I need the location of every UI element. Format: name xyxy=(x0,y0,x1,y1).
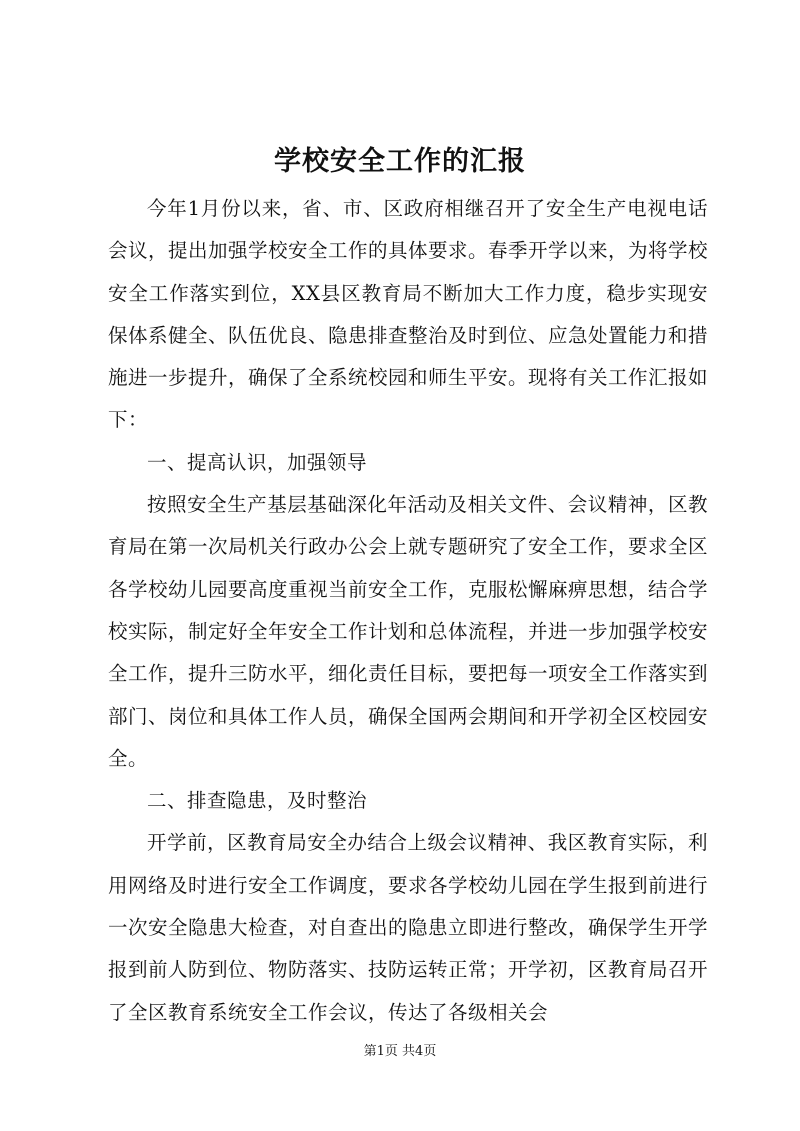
section-heading-1: 一、提高认识，加强领导 xyxy=(147,450,368,474)
paragraph-intro: 今年1月份以来，省、市、区政府相继召开了安全生产电视电话会议，提出加强学校安全工作的具体要求。春季开学以来，为将学校安全工作落实到位，XX县区教育局不断加大工作力度，稳步实现安保体系健全、队伍优良、隐患排查整治及时到位、应急处置能力和措施进一步提升，确保了全系统校园和师生平安。现将有关工作汇报如下： xyxy=(108,197,709,432)
document-title: 学校安全工作的汇报 xyxy=(274,146,526,177)
page-number-footer: 第1页 共4页 xyxy=(363,1044,437,1059)
paragraph-section-2: 开学前，区教育局安全办结合上级会议精神、我区教育实际，利用网络及时进行安全工作调度，要求各学校幼儿园在学生报到前进行一次安全隐患大检查，对自查出的隐患立即进行整改，确保学生开学报到前人防到位、物防落实、技防运转正常；开学初，区教育局召开了全区教育系统安全工作会议，传达了各级相关会 xyxy=(108,831,709,1024)
paragraph-section-1: 按照安全生产基层基础深化年活动及相关文件、会议精神，区教育局在第一次局机关行政办公会上就专题研究了安全工作，要求全区各学校幼儿园要高度重视当前安全工作，克服松懈麻痹思想，结合学校实际，制定好全年安全工作计划和总体流程，并进一步加强学校安全工作，提升三防水平，细化责任目标，要把每一项安全工作落实到部门、岗位和具体工作人员，确保全国两会期间和开学初全区校园安全。 xyxy=(108,493,709,770)
section-heading-2: 二、排查隐患，及时整治 xyxy=(147,789,368,813)
document-body xyxy=(108,188,708,1034)
